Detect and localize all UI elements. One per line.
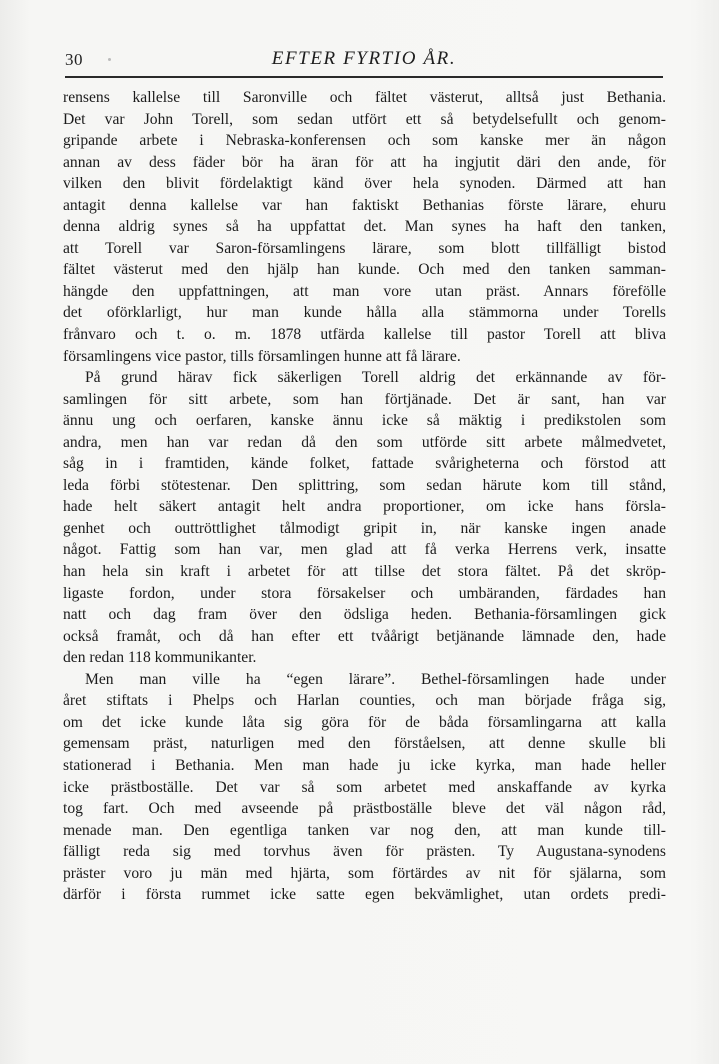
running-title: EFTER FYRTIO ÅR. [271, 48, 457, 69]
text-line: präster voro ju män med hjärta, som förtärdes av nit för själarna, som [63, 864, 666, 882]
text-line: stationerad i Bethania. Men man hade ju icke kyrka, man hade heller [63, 756, 666, 774]
text-line: året stiftats i Phelps och Harlan counties, och man började fråga sig, [63, 692, 666, 710]
text-line: antagit denna kallelse var han faktiskt Bethanias förste lärare, ehuru [63, 196, 666, 214]
text-line: Det var John Torell, som sedan utfört ett så betydelsefullt och genom- [63, 110, 666, 128]
text-line: tog fart. Och med avseende på prästboställe bleve det väl någon råd, [63, 800, 666, 818]
text-line: denna aldrig synes så ha uppfattat det. Man synes ha haft den tanken, [63, 218, 666, 236]
text-line: därför i första rummet icke satte egen bekvämlighet, utan ordets predi- [63, 886, 666, 904]
text-line: han hela sin kraft i arbetet för att tillse det stora fältet. På det skröp- [63, 563, 666, 581]
text-line: den redan 118 kommunikanter. [63, 649, 257, 667]
text-line: natt och dag fram över den ödsliga heden. Bethania-församlingen gick [63, 606, 666, 624]
text-line: såg in i framtiden, kände folket, fattade svårigheterna och förstod att [63, 455, 666, 473]
body-text [63, 87, 666, 906]
text-line: vilken den blivit fördelaktigt känd över hela synoden. Därmed att han [63, 175, 666, 193]
text-line: om det icke kunde låta sig göra för de båda församlingarna att kalla [63, 713, 666, 731]
text-line: ännu ung och oerfaren, kanske ännu icke så mäktig i predikstolen som [63, 412, 666, 430]
text-line: icke prästboställe. Det var så som arbetet med anskaffande av kyrka [63, 778, 666, 796]
text-line: något. Fattig som han var, men glad att få verka Herrens verk, insatte [63, 541, 666, 559]
text-line: att Torell var Saron-församlingens lärare, som blott tillfälligt bistod [63, 239, 666, 257]
text-line: gripande arbete i Nebraska-konferensen och som kanske mer än någon [63, 132, 666, 150]
text-line: andra, men han var redan då den som utförde sitt arbete målmedvetet, [63, 433, 666, 451]
text-line: det oförklarligt, hur man kunde hålla alla stämmorna under Torells [63, 304, 666, 322]
text-line: hängde den uppfattningen, att man vore utan präst. Annars förefölle [63, 282, 666, 300]
text-line: fältet västerut med den hjälp han kunde. Och med den tanken samman- [63, 261, 666, 279]
text-line: leda förbi stötestenar. Den splittring, som sedan härute kom till stånd, [63, 476, 666, 494]
text-line: frånvaro och t. o. m. 1878 utfärda kallelse till pastor Torell att bliva [63, 326, 666, 344]
text-line: fälligt reda sig med torvhus även för prästen. Ty Augustana-synodens [63, 843, 666, 861]
page-number: 30 [65, 50, 83, 69]
text-line: genhet och outtröttlighet tålmodigt gripit in, när kanske ingen anade [63, 519, 666, 537]
text-line: menade man. Den egentliga tanken var nog den, att man kunde till- [63, 821, 666, 839]
text-line: På grund härav fick säkerligen Torell aldrig det erkännande av för- [85, 369, 666, 387]
text-line: Men man ville ha “egen lärare”. Bethel-församlingen hade under [85, 670, 666, 688]
text-line: gemensam präst, naturligen med den förståelsen, att denne skulle bli [63, 735, 666, 753]
text-line: ligaste fordon, under stora försakelser och umbäranden, färdades han [63, 584, 666, 602]
text-line: hade helt säkert antagit helt andra proportioner, om icke hans försla- [63, 498, 666, 516]
text-line: också framåt, och då han efter ett tvåårigt betjänande lämnade den, hade [63, 627, 666, 645]
text-line: annan av dess fäder bör ha äran för att ha ingjutit däri den ande, för [63, 153, 666, 171]
running-head [65, 46, 663, 74]
text-line: rensens kallelse till Saronville och fältet västerut, alltså just Bethania. [63, 89, 666, 106]
text-line: församlingens vice pastor, tills församlingen hunne att få lärare. [63, 347, 461, 365]
header-rule [65, 76, 663, 78]
text-line: samlingen för sitt arbete, som han förtjänade. Det är sant, han var [63, 390, 666, 408]
